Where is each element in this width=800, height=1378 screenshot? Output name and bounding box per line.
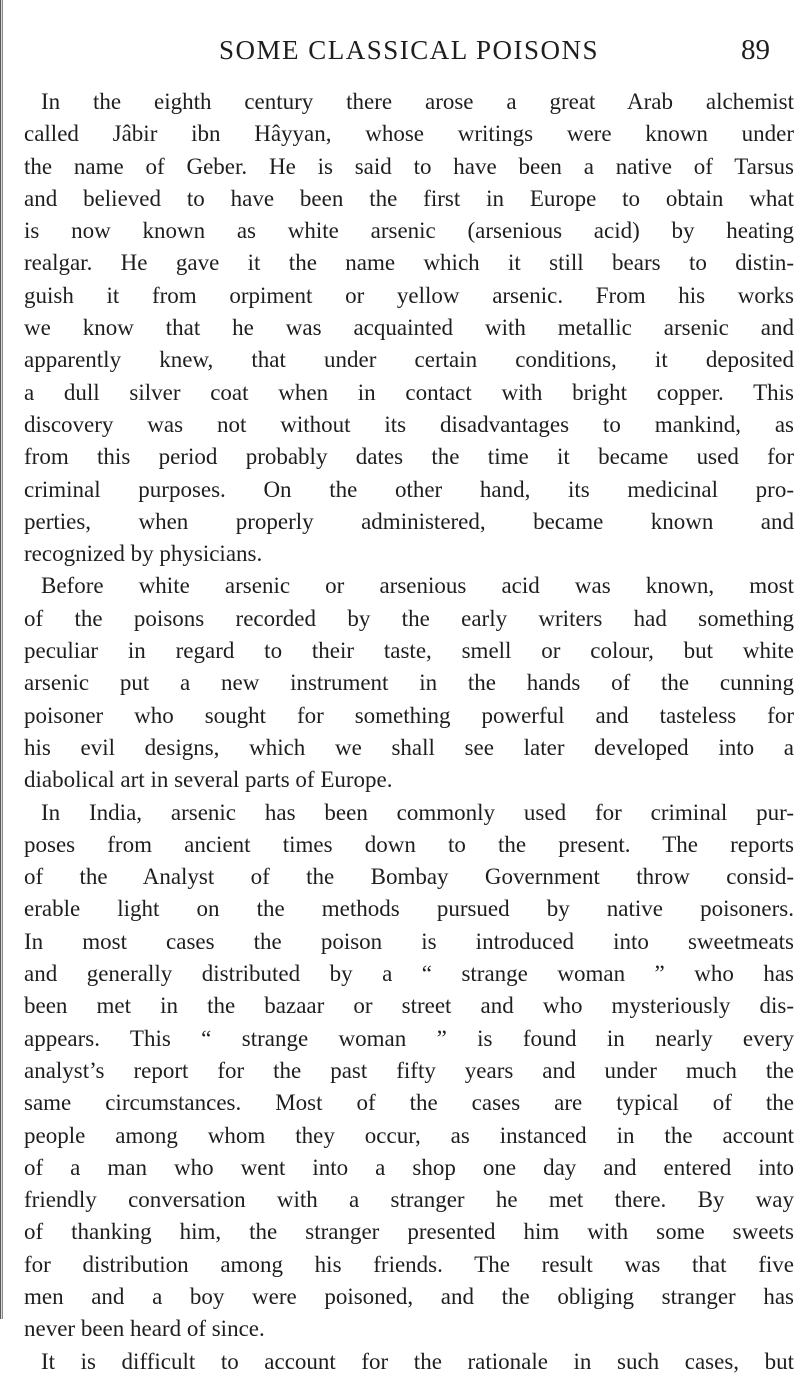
text-line: and believed to have been the first in Europe to obtain what (24, 185, 794, 211)
text-line: appears. This “ strange woman ” is found in nearly every (24, 1025, 794, 1051)
text-line: been met in the bazaar or street and who mysteriously dis- (24, 993, 794, 1019)
text-line: poses from ancient times down to the present. The reports (24, 831, 794, 857)
text-line: his evil designs, which we shall see later developed into a (24, 734, 794, 760)
text-line: of the Analyst of the Bombay Government throw consid- (24, 864, 794, 890)
text-line: It is difficult to account for the rationale in such cases, but (41, 1348, 794, 1374)
text-line: called Jâbir ibn Hâyyan, whose writings were known under (24, 121, 794, 147)
text-line: same circumstances. Most of the cases are typical of the (24, 1090, 794, 1116)
text-line: In the eighth century there arose a great Arab alchemist (41, 89, 794, 114)
text-line: criminal purposes. On the other hand, its medicinal pro- (24, 476, 794, 502)
text-line: for distribution among his friends. The result was that five (24, 1251, 794, 1277)
text-line: recognized by physicians. (24, 541, 263, 567)
text-line: erable light on the methods pursued by native poisoners. (24, 896, 794, 922)
text-line: analyst’s report for the past fifty years and under much the (24, 1057, 794, 1083)
chapter-title: SOME CLASSICAL POISONS (218, 35, 600, 65)
running-header (24, 34, 794, 70)
text-line: people among whom they occur, as instanced in the account (24, 1122, 794, 1148)
body-text (24, 86, 794, 1378)
paragraph (24, 797, 794, 1346)
page-number: 89 (741, 34, 770, 66)
text-line: from this period probably dates the time it became used for (24, 444, 794, 470)
text-line: guish it from orpiment or yellow arsenic. From his works (24, 282, 794, 308)
text-line: men and a boy were poisoned, and the obliging stranger has (24, 1283, 794, 1309)
text-line: friendly conversation with a stranger he met there. By way (24, 1187, 794, 1213)
text-line: In most cases the poison is introduced into sweetmeats (24, 928, 794, 954)
text-line: poisoner who sought for something powerful and tasteless for (24, 702, 794, 728)
text-line: diabolical art in several parts of Europe. (24, 767, 393, 793)
text-line: never been heard of since. (24, 1316, 265, 1342)
text-line: of a man who went into a shop one day and entered into (24, 1154, 794, 1180)
text-line: we know that he was acquainted with metallic arsenic and (24, 315, 794, 341)
text-line: a dull silver coat when in contact with bright copper. This (24, 379, 794, 405)
text-line: discovery was not without its disadvantages to mankind, as (24, 411, 794, 437)
paragraph (24, 1346, 794, 1378)
text-line: perties, when properly administered, became known and (24, 508, 794, 534)
text-line: In India, arsenic has been commonly used for criminal pur- (41, 799, 794, 825)
text-line: Before white arsenic or arsenious acid was known, most (41, 573, 794, 599)
text-line: arsenic put a new instrument in the hands of the cunning (24, 670, 794, 696)
page-binding-edge (0, 0, 4, 1319)
text-line: peculiar in regard to their taste, smell or colour, but white (24, 638, 794, 664)
text-line: the name of Geber. He is said to have been a native of Tarsus (24, 153, 794, 179)
text-line: is now known as white arsenic (arsenious acid) by heating (24, 218, 794, 244)
paragraph (24, 86, 794, 570)
paragraph (24, 570, 794, 796)
text-line: of the poisons recorded by the early writers had something (24, 605, 794, 631)
text-line: realgar. He gave it the name which it still bears to distin- (24, 250, 794, 276)
text-line: and generally distributed by a “ strange woman ” who has (24, 961, 794, 987)
text-line: of thanking him, the stranger presented him with some sweets (24, 1219, 794, 1245)
book-page (24, 0, 794, 1374)
text-line: apparently knew, that under certain conditions, it deposited (24, 347, 794, 373)
